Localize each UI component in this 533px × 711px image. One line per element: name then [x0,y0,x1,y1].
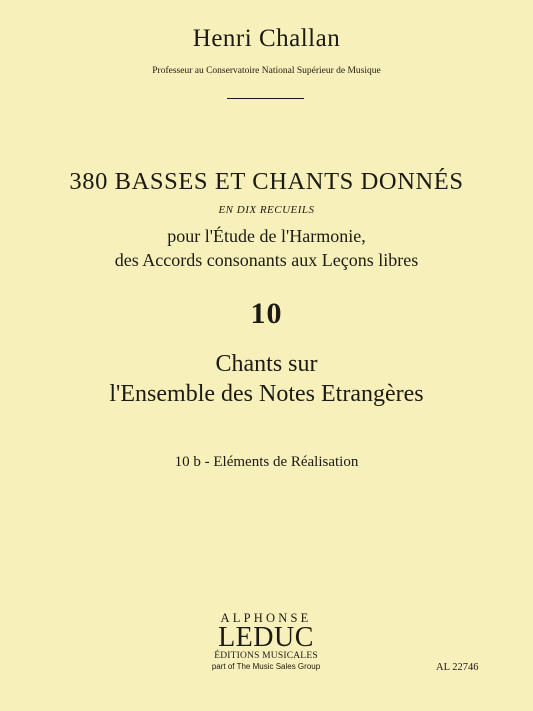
publisher-name: LEDUC [218,622,314,653]
author-role: Professeur au Conservatoire National Supérieur de Musique [152,66,381,76]
publisher-editions: ÉDITIONS MUSICALES [214,651,318,661]
volume-title-line-2: l'Ensemble des Notes Etrangères [109,381,424,407]
publisher-group: part of The Music Sales Group [211,662,321,671]
divider-rule [227,98,304,99]
volume-title-line-1: Chants sur [215,351,318,377]
catalog-number: AL 22746 [436,662,479,673]
volume-part: 10 b - Eléments de Réalisation [174,454,359,470]
volume-number: 10 [250,297,283,330]
publisher-top: ALPHONSE [220,611,312,625]
work-purpose-line-1: pour l'Étude de l'Harmonie, [167,226,366,246]
work-purpose-line-2: des Accords consonants aux Leçons libres [114,250,419,270]
publisher-logo [201,611,331,672]
author-name: Henri Challan [192,25,341,52]
work-title: 380 BASSES ET CHANTS DONNÉS [69,168,464,195]
work-subtitle: EN DIX RECUEILS [218,204,315,216]
